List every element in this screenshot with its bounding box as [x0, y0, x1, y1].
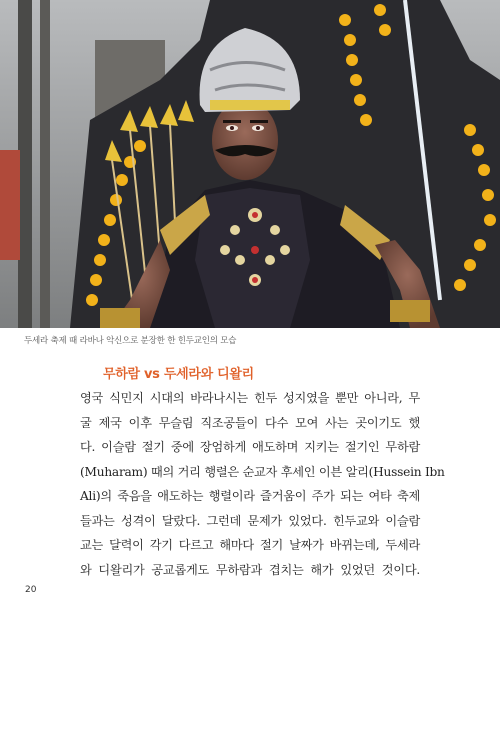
paragraph-line: (Muharam) 때의 거리 행렬은 순교자 후세인 이븐 알리(Hussein Ibn — [80, 464, 445, 479]
paragraph-line: 굴 제국 이후 무슬림 직조공들이 다수 모여 사는 곳이기도 했 — [80, 415, 420, 430]
page-number: 20 — [25, 585, 37, 595]
paragraph-line: 교는 달력이 각기 다르고 해마다 절기 날짜가 바뀌는데, 두세라 — [80, 538, 420, 552]
body-paragraph — [80, 386, 445, 582]
ravana-costume-photo — [0, 0, 500, 328]
paragraph-line: Ali)의 죽음을 애도하는 행렬이라 즐거움이 주가 되는 여타 축제 — [80, 489, 420, 503]
paragraph-line: 영국 식민지 시대의 바라나시는 힌두 성지였을 뿐만 아니라, 무 — [80, 391, 420, 405]
paragraph-line: 들과는 성격이 달랐다. 그런데 문제가 있었다. 힌두교와 이슬람 — [80, 513, 420, 528]
paragraph-line: 와 디왈리가 공교롭게도 무하람과 겹치는 해가 있었던 것이다. — [80, 562, 420, 577]
photo-caption: 두세라 축제 때 라바나 악신으로 분장한 한 힌두교인의 모습 — [24, 336, 237, 346]
paragraph-line: 다. 이슬람 절기 중에 장엄하게 애도하며 지키는 절기인 무하람 — [80, 440, 420, 454]
section-heading: 무하람 vs 두세라와 디왈리 — [103, 367, 254, 382]
